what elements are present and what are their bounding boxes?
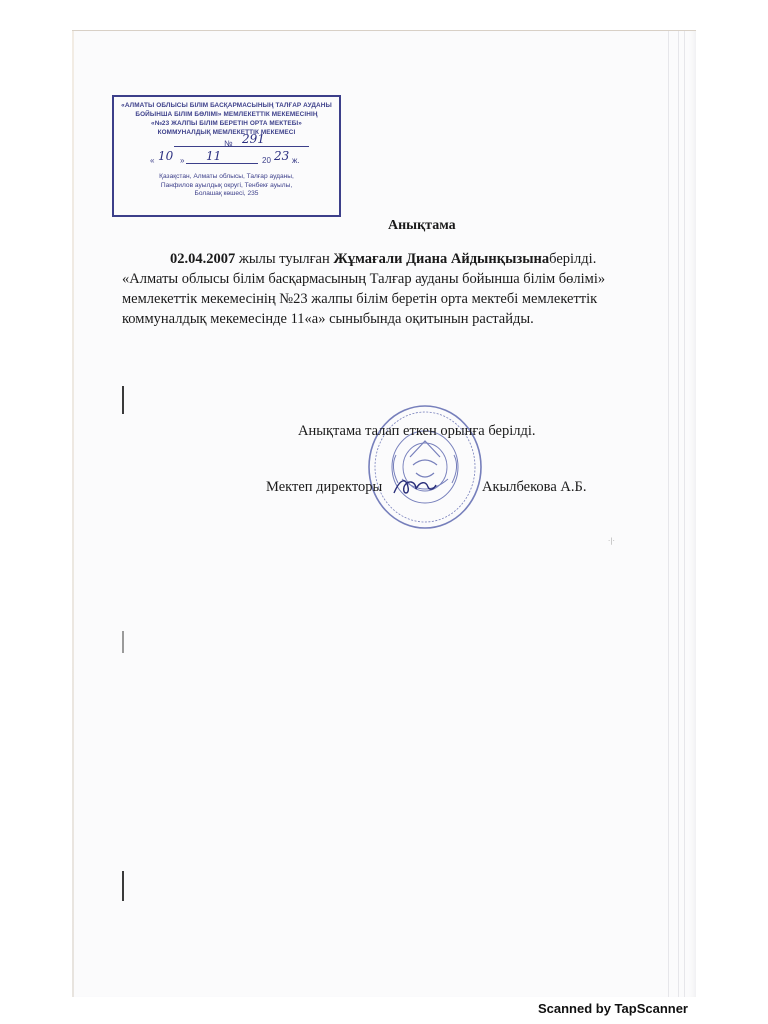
given-to-text: Анықтама талап еткен орынға берілді.	[298, 423, 536, 439]
director-name: Акылбекова А.Б.	[482, 479, 587, 495]
stamp-date-day: 10	[158, 149, 174, 163]
paragraph-rest: «Алматы облысы білім басқармасының Талғар ауданы бойынша білім бөлімі» мемлекеттік мекемесінің №23 жалпы білім беретін орта мектебі мемлекеттік коммуналдық мекемесінде 11«а» сыныбында оқитынын растайды.	[122, 271, 606, 327]
page-edge	[72, 31, 74, 997]
punch-mark	[122, 386, 124, 414]
stamp-header-line: КОММУНАЛДЫҚ МЕМЛЕКЕТТІК МЕКЕМЕСІ	[157, 129, 296, 136]
stamp-header-line: БОЙЫНША БІЛІМ БӨЛІМІ» МЕМЛЕКЕТТІК МЕКЕМЕСІНІҢ	[135, 111, 318, 118]
stamp-header-line: «№23 ЖАЛПЫ БІЛІМ БЕРЕТІН ОРТА МЕКТЕБІ»	[151, 120, 302, 127]
born-text: жылы туылған	[235, 251, 334, 267]
stamp-address-line: Болашақ көшесі, 235	[194, 190, 259, 197]
registration-stamp	[112, 95, 341, 217]
stamp-address	[114, 173, 339, 199]
scan-streak	[684, 31, 685, 997]
punch-mark	[122, 871, 124, 901]
stamp-date-month: 11	[206, 149, 222, 163]
scanner-watermark: Scanned by TapScanner	[537, 1001, 688, 1016]
stamp-date-suffix: ж.	[292, 156, 300, 165]
document-title: Анықтама	[388, 218, 456, 233]
document-page	[72, 30, 696, 997]
stamp-number: 291	[242, 132, 265, 146]
stamp-header	[114, 101, 339, 137]
stamp-date-year: 23	[274, 149, 290, 163]
stamp-date-row: « 10 » 11 20 23 ж.	[150, 149, 300, 165]
stamp-number-underline	[174, 146, 309, 147]
director-signature	[390, 473, 438, 499]
director-label: Мектеп директоры	[266, 479, 383, 495]
stamp-date-year-prefix: 20	[262, 156, 271, 165]
student-name: Жұмағали Диана Айдынқызына	[333, 251, 550, 267]
stamp-address-line: Қазақстан, Алматы облысы, Талғар ауданы,	[159, 173, 294, 180]
given-word: берілді.	[549, 251, 597, 267]
scan-streak	[678, 31, 679, 997]
scan-streak	[668, 31, 669, 997]
stamp-address-line: Панфилов ауылдық округі, Тенбекғ ауылы,	[160, 181, 293, 189]
certificate-paragraph	[122, 249, 652, 329]
stamp-number-prefix: №	[224, 139, 233, 148]
stamp-header-line: «АЛМАТЫ ОБЛЫСЫ БІЛІМ БАСҚАРМАСЫНЫҢ ТАЛҒАР АУДАНЫ	[121, 102, 332, 109]
birth-date: 02.04.2007	[170, 251, 236, 267]
document-body	[122, 249, 652, 329]
scan-artifact: ·|·	[608, 537, 615, 545]
punch-mark	[122, 631, 124, 653]
